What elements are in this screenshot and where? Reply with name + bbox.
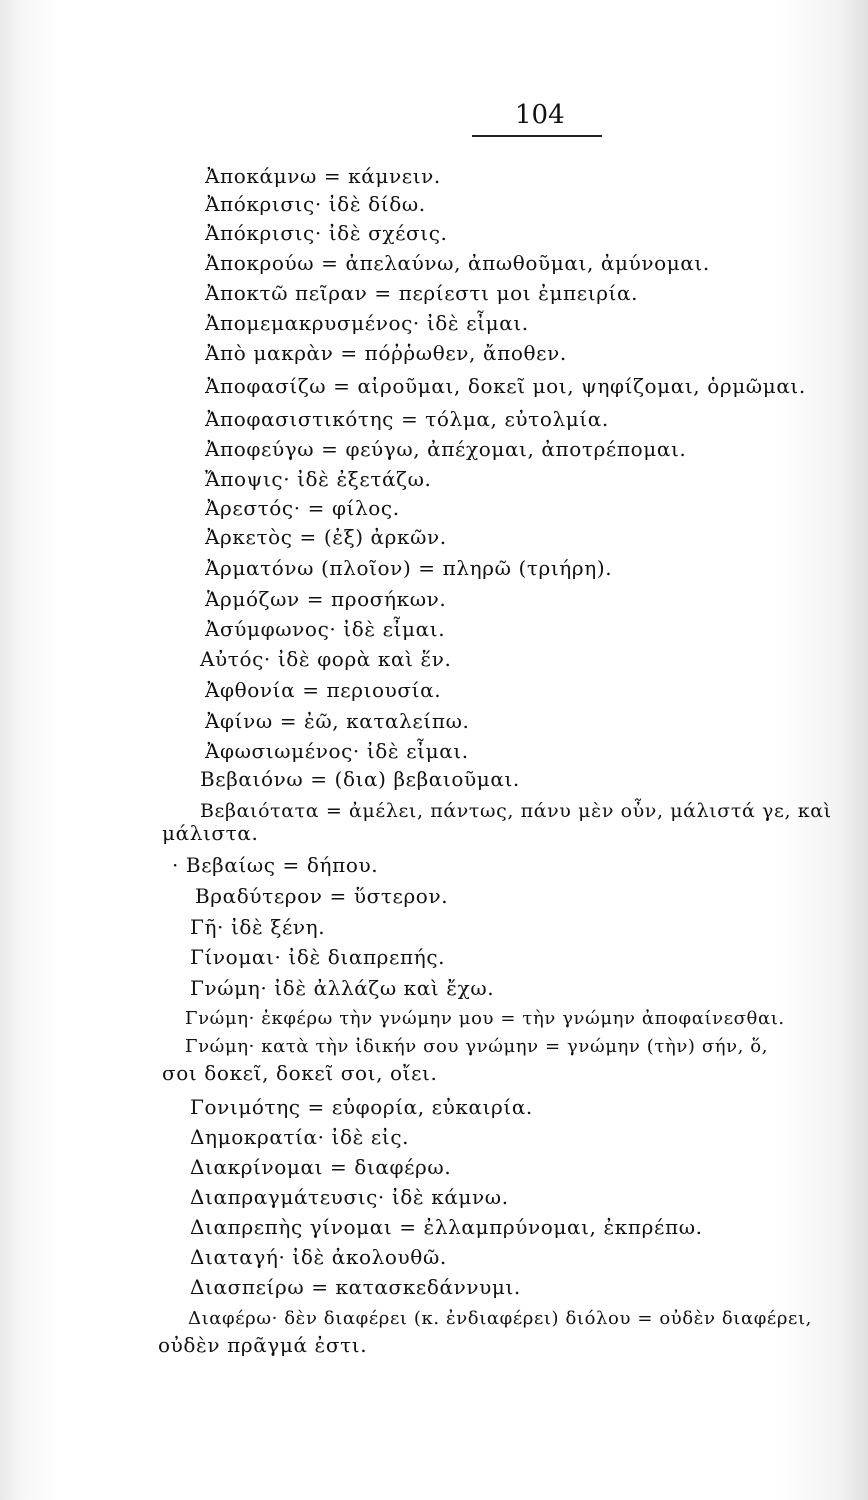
entry-line: Διακρίνομαι = διαφέρω. (190, 1155, 452, 1179)
entry-line: Δημοκρατία· ἰδὲ εἰς. (190, 1125, 410, 1149)
entry-line: Ἀποφεύγω = φεύγω, ἀπέχομαι, ἀποτρέπομαι. (205, 437, 687, 461)
entry-line: Ἁρμόζων = προσήκων. (205, 587, 447, 611)
entry-line: Διαπρεπὴς γίνομαι = ἐλλαμπρύνομαι, ἐκπρέπω. (190, 1215, 703, 1239)
entry-line: Ἀπομεμακρυσμένος· ἰδὲ εἶμαι. (205, 311, 529, 335)
entry-line: Ἀφίνω = ἐῶ, καταλείπω. (205, 709, 470, 733)
entry-line: Γίνομαι· ἰδὲ διαπρεπής. (190, 945, 446, 969)
entry-line: Ἀρματόνω (πλοῖον) = πληρῶ (τριήρη). (205, 556, 613, 580)
entry-line: Διασπείρω = κατασκεδάννυμι. (190, 1275, 521, 1299)
page-number: 104 (515, 100, 565, 130)
entry-line: Ἄποψις· ἰδὲ ἐξετάζω. (205, 467, 432, 491)
entry-line: · Βεβαίως = δήπου. (172, 853, 379, 877)
entry-line: Διαταγή· ἰδὲ ἀκολουθῶ. (190, 1245, 447, 1269)
entry-line: σοι δοκεῖ, δοκεῖ σοι, οἴει. (162, 1061, 438, 1085)
entry-line: Ἀποφασίζω = αἱροῦμαι, δοκεῖ μοι, ψηφίζομαι, ὁρμῶμαι. (205, 374, 806, 398)
entry-line: Γνώμη· ἐκφέρω τὴν γνώμην μου = τὴν γνώμην ἀποφαίνεσθαι. (185, 1008, 785, 1029)
entry-line: Διαπραγμάτευσις· ἰδὲ κάμνω. (190, 1185, 509, 1209)
entry-line: μάλιστα. (162, 821, 259, 845)
entry-line: Διαφέρω· δὲν διαφέρει (κ. ἐνδιαφέρει) διόλου = οὐδὲν διαφέρει, (188, 1308, 812, 1329)
entry-line: Γνώμη· ἰδὲ ἀλλάζω καὶ ἔχω. (190, 976, 495, 1000)
entry-line: Γῆ· ἰδὲ ξένη. (190, 915, 326, 939)
entry-line: οὐδὲν πρᾶγμά ἐστι. (158, 1333, 368, 1357)
entry-line: Ἀποφασιστικότης = τόλμα, εὐτολμία. (205, 407, 609, 431)
entry-line: Ἀπόκρισις· ἰδὲ σχέσις. (205, 221, 448, 245)
entry-line: Ἀφωσιωμένος· ἰδὲ εἶμαι. (205, 739, 469, 763)
entry-line: Ἀρκετὸς = (ἐξ) ἀρκῶν. (205, 525, 447, 549)
entry-line: Αὐτός· ἰδὲ φορὰ καὶ ἕν. (200, 647, 452, 671)
entry-line: Γνώμη· κατὰ τὴν ἰδικήν σου γνώμην = γνώμην (τὴν) σήν, ὅ, (185, 1036, 769, 1057)
entry-line: Γονιμότης = εὐφορία, εὐκαιρία. (190, 1095, 533, 1119)
entry-line: Ἀπόκρισις· ἰδὲ δίδω. (205, 192, 426, 216)
header-rule (472, 135, 602, 137)
entry-line: Ἀποκρούω = ἀπελαύνω, ἀπωθοῦμαι, ἀμύνομαι. (205, 251, 710, 275)
entry-line: Ἀρεστός· = φίλος. (205, 496, 400, 520)
entry-line: Βεβαιόνω = (δια) βεβαιοῦμαι. (200, 767, 520, 791)
entry-line: Ἀσύμφωνος· ἰδὲ εἶμαι. (205, 617, 446, 641)
entry-line: Βεβαιότατα = ἀμέλει, πάντως, πάνυ μὲν οὖν, μάλιστά γε, καὶ (200, 800, 832, 822)
entry-line: Ἀποκάμνω = κάμνειν. (205, 164, 441, 188)
entry-line: Ἀπὸ μακρὰν = πόῤῥωθεν, ἄποθεν. (205, 341, 567, 365)
entry-line: Ἀφθονία = περιουσία. (205, 678, 442, 702)
entry-line: Ἀποκτῶ πεῖραν = περίεστι μοι ἐμπειρία. (205, 281, 639, 305)
entry-line: Βραδύτερον = ὕστερον. (195, 884, 449, 908)
